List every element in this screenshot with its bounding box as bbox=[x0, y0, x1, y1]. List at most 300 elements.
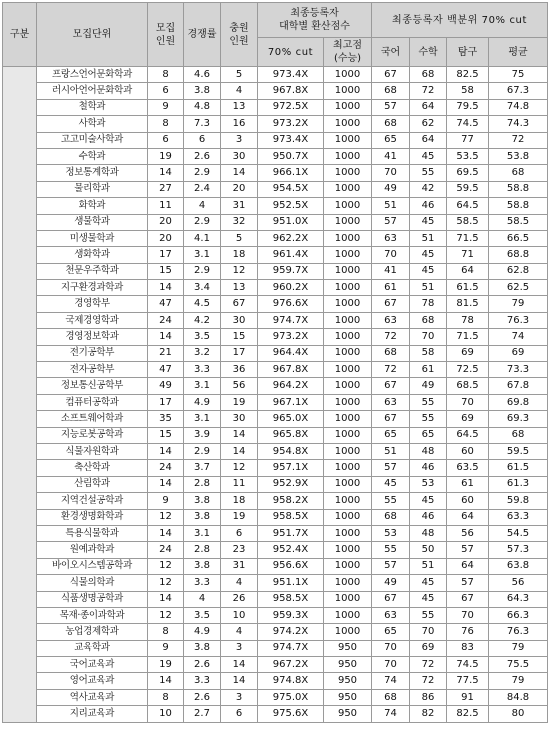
competition-cell: 2.8 bbox=[184, 476, 221, 492]
quota-cell: 21 bbox=[148, 345, 184, 361]
score-max-cell: 1000 bbox=[324, 460, 372, 476]
math-cell: 45 bbox=[410, 148, 447, 164]
filled-cell: 56 bbox=[221, 378, 258, 394]
math-cell: 49 bbox=[410, 378, 447, 394]
score-70cut-cell: 975.6X bbox=[258, 706, 324, 722]
average-cell: 58.5 bbox=[489, 214, 548, 230]
quota-cell: 14 bbox=[148, 443, 184, 459]
math-cell: 72 bbox=[410, 83, 447, 99]
average-cell: 79 bbox=[489, 296, 548, 312]
score-70cut-cell: 974.8X bbox=[258, 673, 324, 689]
score-70cut-cell: 974.7X bbox=[258, 312, 324, 328]
inquiry-cell: 82.5 bbox=[447, 706, 489, 722]
score-max-cell: 1000 bbox=[324, 214, 372, 230]
inquiry-cell: 60 bbox=[447, 443, 489, 459]
quota-cell: 14 bbox=[148, 591, 184, 607]
korean-cell: 61 bbox=[372, 280, 410, 296]
korean-cell: 51 bbox=[372, 198, 410, 214]
korean-cell: 65 bbox=[372, 624, 410, 640]
math-cell: 45 bbox=[410, 591, 447, 607]
inquiry-cell: 71 bbox=[447, 247, 489, 263]
korean-cell: 74 bbox=[372, 706, 410, 722]
inquiry-cell: 82.5 bbox=[447, 67, 489, 83]
quota-cell: 19 bbox=[148, 657, 184, 673]
unit-cell: 물리학과 bbox=[37, 181, 148, 197]
competition-cell: 3.1 bbox=[184, 525, 221, 541]
unit-cell: 환경생명화학과 bbox=[37, 509, 148, 525]
table-row bbox=[3, 673, 548, 689]
average-cell: 68.8 bbox=[489, 247, 548, 263]
quota-cell: 8 bbox=[148, 67, 184, 83]
table-row bbox=[3, 181, 548, 197]
average-cell: 64.3 bbox=[489, 591, 548, 607]
table-row bbox=[3, 148, 548, 164]
table-row bbox=[3, 427, 548, 443]
inquiry-cell: 77 bbox=[447, 132, 489, 148]
unit-cell: 목재·종이과학과 bbox=[37, 607, 148, 623]
header-percentile-group: 최종등록자 백분위 70% cut bbox=[372, 3, 548, 38]
average-cell: 54.5 bbox=[489, 525, 548, 541]
competition-cell: 4.2 bbox=[184, 312, 221, 328]
filled-cell: 30 bbox=[221, 411, 258, 427]
unit-cell: 영어교육과 bbox=[37, 673, 148, 689]
score-max-cell: 950 bbox=[324, 640, 372, 656]
table-row bbox=[3, 657, 548, 673]
math-cell: 68 bbox=[410, 312, 447, 328]
filled-cell: 17 bbox=[221, 345, 258, 361]
score-70cut-cell: 958.5X bbox=[258, 509, 324, 525]
score-max-cell: 1000 bbox=[324, 362, 372, 378]
score-70cut-cell: 956.6X bbox=[258, 558, 324, 574]
score-70cut-cell: 954.5X bbox=[258, 181, 324, 197]
math-cell: 46 bbox=[410, 198, 447, 214]
math-cell: 72 bbox=[410, 657, 447, 673]
score-70cut-cell: 965.8X bbox=[258, 427, 324, 443]
competition-cell: 4.8 bbox=[184, 99, 221, 115]
table-row bbox=[3, 706, 548, 722]
math-cell: 51 bbox=[410, 230, 447, 246]
filled-cell: 31 bbox=[221, 198, 258, 214]
filled-cell: 13 bbox=[221, 280, 258, 296]
inquiry-cell: 83 bbox=[447, 640, 489, 656]
table-row bbox=[3, 493, 548, 509]
inquiry-cell: 64 bbox=[447, 558, 489, 574]
quota-cell: 6 bbox=[148, 132, 184, 148]
score-max-cell: 950 bbox=[324, 673, 372, 689]
math-cell: 68 bbox=[410, 67, 447, 83]
quota-cell: 15 bbox=[148, 263, 184, 279]
unit-cell: 지구환경과학과 bbox=[37, 280, 148, 296]
competition-cell: 3.8 bbox=[184, 83, 221, 99]
score-max-cell: 1000 bbox=[324, 394, 372, 410]
unit-cell: 철학과 bbox=[37, 99, 148, 115]
quota-cell: 14 bbox=[148, 525, 184, 541]
math-cell: 72 bbox=[410, 673, 447, 689]
korean-cell: 67 bbox=[372, 378, 410, 394]
unit-cell: 천문우주학과 bbox=[37, 263, 148, 279]
inquiry-cell: 72.5 bbox=[447, 362, 489, 378]
filled-cell: 3 bbox=[221, 689, 258, 705]
table-row bbox=[3, 230, 548, 246]
korean-cell: 67 bbox=[372, 296, 410, 312]
unit-cell: 고고미술사학과 bbox=[37, 132, 148, 148]
average-cell: 84.8 bbox=[489, 689, 548, 705]
score-max-cell: 1000 bbox=[324, 476, 372, 492]
korean-cell: 68 bbox=[372, 83, 410, 99]
filled-cell: 32 bbox=[221, 214, 258, 230]
average-cell: 74 bbox=[489, 329, 548, 345]
inquiry-cell: 57 bbox=[447, 575, 489, 591]
filled-cell: 12 bbox=[221, 460, 258, 476]
korean-cell: 70 bbox=[372, 640, 410, 656]
math-cell: 51 bbox=[410, 558, 447, 574]
math-cell: 55 bbox=[410, 607, 447, 623]
average-cell: 67.3 bbox=[489, 83, 548, 99]
quota-cell: 15 bbox=[148, 427, 184, 443]
unit-cell: 국제경영학과 bbox=[37, 312, 148, 328]
average-cell: 68 bbox=[489, 165, 548, 181]
score-max-cell: 1000 bbox=[324, 230, 372, 246]
average-cell: 63.3 bbox=[489, 509, 548, 525]
average-cell: 80 bbox=[489, 706, 548, 722]
score-70cut-cell: 973.2X bbox=[258, 329, 324, 345]
math-cell: 70 bbox=[410, 624, 447, 640]
quota-cell: 24 bbox=[148, 460, 184, 476]
korean-cell: 63 bbox=[372, 230, 410, 246]
korean-cell: 68 bbox=[372, 116, 410, 132]
filled-cell: 26 bbox=[221, 591, 258, 607]
unit-cell: 식물자원학과 bbox=[37, 443, 148, 459]
unit-cell: 전자공학부 bbox=[37, 362, 148, 378]
competition-cell: 3.8 bbox=[184, 558, 221, 574]
table-row bbox=[3, 132, 548, 148]
unit-cell: 바이오시스템공학과 bbox=[37, 558, 148, 574]
score-70cut-cell: 976.6X bbox=[258, 296, 324, 312]
competition-cell: 4.9 bbox=[184, 394, 221, 410]
score-max-cell: 1000 bbox=[324, 411, 372, 427]
quota-cell: 24 bbox=[148, 312, 184, 328]
score-70cut-cell: 964.2X bbox=[258, 378, 324, 394]
average-cell: 59.8 bbox=[489, 493, 548, 509]
score-70cut-cell: 973.4X bbox=[258, 132, 324, 148]
competition-cell: 2.9 bbox=[184, 214, 221, 230]
score-max-cell: 1000 bbox=[324, 493, 372, 509]
competition-cell: 3.8 bbox=[184, 640, 221, 656]
score-70cut-cell: 951.7X bbox=[258, 525, 324, 541]
header-competition: 경쟁률 bbox=[184, 3, 221, 67]
table-row bbox=[3, 198, 548, 214]
math-cell: 70 bbox=[410, 329, 447, 345]
table-row bbox=[3, 263, 548, 279]
score-70cut-cell: 960.2X bbox=[258, 280, 324, 296]
score-max-cell: 1000 bbox=[324, 345, 372, 361]
score-70cut-cell: 952.5X bbox=[258, 198, 324, 214]
table-row bbox=[3, 542, 548, 558]
score-max-cell: 1000 bbox=[324, 591, 372, 607]
score-max-cell: 1000 bbox=[324, 525, 372, 541]
filled-cell: 30 bbox=[221, 148, 258, 164]
competition-cell: 2.6 bbox=[184, 657, 221, 673]
inquiry-cell: 74.5 bbox=[447, 116, 489, 132]
competition-cell: 2.8 bbox=[184, 542, 221, 558]
unit-cell: 산림학과 bbox=[37, 476, 148, 492]
competition-cell: 3.3 bbox=[184, 362, 221, 378]
average-cell: 59.5 bbox=[489, 443, 548, 459]
quota-cell: 12 bbox=[148, 607, 184, 623]
math-cell: 45 bbox=[410, 575, 447, 591]
header-average: 평균 bbox=[489, 38, 548, 67]
table-row bbox=[3, 345, 548, 361]
filled-cell: 12 bbox=[221, 263, 258, 279]
average-cell: 69 bbox=[489, 345, 548, 361]
unit-cell: 교육학과 bbox=[37, 640, 148, 656]
quota-cell: 14 bbox=[148, 280, 184, 296]
competition-cell: 3.3 bbox=[184, 575, 221, 591]
score-70cut-cell: 958.5X bbox=[258, 591, 324, 607]
filled-cell: 10 bbox=[221, 607, 258, 623]
competition-cell: 7.3 bbox=[184, 116, 221, 132]
average-cell: 67.8 bbox=[489, 378, 548, 394]
math-cell: 86 bbox=[410, 689, 447, 705]
korean-cell: 57 bbox=[372, 460, 410, 476]
filled-cell: 14 bbox=[221, 443, 258, 459]
table-row bbox=[3, 83, 548, 99]
unit-cell: 소프트웨어학과 bbox=[37, 411, 148, 427]
competition-cell: 2.9 bbox=[184, 443, 221, 459]
math-cell: 65 bbox=[410, 427, 447, 443]
korean-cell: 70 bbox=[372, 247, 410, 263]
inquiry-cell: 74.5 bbox=[447, 657, 489, 673]
score-70cut-cell: 972.5X bbox=[258, 99, 324, 115]
filled-cell: 3 bbox=[221, 132, 258, 148]
unit-cell: 화학과 bbox=[37, 198, 148, 214]
filled-cell: 36 bbox=[221, 362, 258, 378]
table-row bbox=[3, 99, 548, 115]
unit-cell: 프랑스언어문화학과 bbox=[37, 67, 148, 83]
filled-cell: 31 bbox=[221, 558, 258, 574]
competition-cell: 3.7 bbox=[184, 460, 221, 476]
korean-cell: 67 bbox=[372, 67, 410, 83]
score-70cut-cell: 967.1X bbox=[258, 394, 324, 410]
filled-cell: 16 bbox=[221, 116, 258, 132]
korean-cell: 49 bbox=[372, 181, 410, 197]
average-cell: 69.3 bbox=[489, 411, 548, 427]
korean-cell: 63 bbox=[372, 607, 410, 623]
score-70cut-cell: 954.8X bbox=[258, 443, 324, 459]
korean-cell: 67 bbox=[372, 591, 410, 607]
inquiry-cell: 77.5 bbox=[447, 673, 489, 689]
score-max-cell: 1000 bbox=[324, 312, 372, 328]
score-70cut-cell: 967.8X bbox=[258, 83, 324, 99]
average-cell: 76.3 bbox=[489, 624, 548, 640]
table-row bbox=[3, 411, 548, 427]
quota-cell: 12 bbox=[148, 558, 184, 574]
inquiry-cell: 64 bbox=[447, 263, 489, 279]
korean-cell: 57 bbox=[372, 99, 410, 115]
filled-cell: 19 bbox=[221, 394, 258, 410]
average-cell: 72 bbox=[489, 132, 548, 148]
table-row bbox=[3, 247, 548, 263]
quota-cell: 14 bbox=[148, 329, 184, 345]
filled-cell: 6 bbox=[221, 525, 258, 541]
filled-cell: 18 bbox=[221, 247, 258, 263]
math-cell: 42 bbox=[410, 181, 447, 197]
korean-cell: 55 bbox=[372, 493, 410, 509]
score-70cut-cell: 959.7X bbox=[258, 263, 324, 279]
score-70cut-cell: 973.4X bbox=[258, 67, 324, 83]
quota-cell: 11 bbox=[148, 198, 184, 214]
unit-cell: 특용식물학과 bbox=[37, 525, 148, 541]
table-header bbox=[3, 3, 548, 67]
header-korean: 국어 bbox=[372, 38, 410, 67]
header-inquiry: 탐구 bbox=[447, 38, 489, 67]
table-row bbox=[3, 575, 548, 591]
filled-cell: 5 bbox=[221, 230, 258, 246]
score-70cut-cell: 961.4X bbox=[258, 247, 324, 263]
competition-cell: 2.9 bbox=[184, 263, 221, 279]
quota-cell: 12 bbox=[148, 575, 184, 591]
average-cell: 74.3 bbox=[489, 116, 548, 132]
korean-cell: 68 bbox=[372, 345, 410, 361]
unit-cell: 생화학과 bbox=[37, 247, 148, 263]
table-row bbox=[3, 607, 548, 623]
math-cell: 55 bbox=[410, 411, 447, 427]
korean-cell: 63 bbox=[372, 312, 410, 328]
inquiry-cell: 71.5 bbox=[447, 329, 489, 345]
score-max-cell: 1000 bbox=[324, 558, 372, 574]
score-70cut-cell: 957.1X bbox=[258, 460, 324, 476]
inquiry-cell: 71.5 bbox=[447, 230, 489, 246]
quota-cell: 17 bbox=[148, 394, 184, 410]
math-cell: 51 bbox=[410, 280, 447, 296]
score-max-cell: 1000 bbox=[324, 181, 372, 197]
korean-cell: 41 bbox=[372, 148, 410, 164]
math-cell: 62 bbox=[410, 116, 447, 132]
score-max-cell: 950 bbox=[324, 689, 372, 705]
table-row bbox=[3, 312, 548, 328]
score-70cut-cell: 951.0X bbox=[258, 214, 324, 230]
average-cell: 79 bbox=[489, 640, 548, 656]
table-body bbox=[3, 67, 548, 723]
header-score-70cut: 70% cut bbox=[258, 38, 324, 67]
average-cell: 75.5 bbox=[489, 657, 548, 673]
score-max-cell: 1000 bbox=[324, 624, 372, 640]
table-row bbox=[3, 525, 548, 541]
unit-cell: 지리교육과 bbox=[37, 706, 148, 722]
quota-cell: 27 bbox=[148, 181, 184, 197]
math-cell: 50 bbox=[410, 542, 447, 558]
score-70cut-cell: 950.7X bbox=[258, 148, 324, 164]
quota-cell: 14 bbox=[148, 673, 184, 689]
quota-cell: 8 bbox=[148, 116, 184, 132]
competition-cell: 2.6 bbox=[184, 148, 221, 164]
competition-cell: 2.4 bbox=[184, 181, 221, 197]
score-max-cell: 1000 bbox=[324, 263, 372, 279]
header-filled: 충원 인원 bbox=[221, 3, 258, 67]
inquiry-cell: 58 bbox=[447, 83, 489, 99]
inquiry-cell: 69.5 bbox=[447, 165, 489, 181]
average-cell: 63.8 bbox=[489, 558, 548, 574]
score-max-cell: 1000 bbox=[324, 329, 372, 345]
table-row bbox=[3, 165, 548, 181]
filled-cell: 18 bbox=[221, 493, 258, 509]
korean-cell: 74 bbox=[372, 673, 410, 689]
quota-cell: 12 bbox=[148, 509, 184, 525]
competition-cell: 6 bbox=[184, 132, 221, 148]
inquiry-cell: 61.5 bbox=[447, 280, 489, 296]
filled-cell: 4 bbox=[221, 83, 258, 99]
table-row bbox=[3, 689, 548, 705]
admissions-table bbox=[2, 2, 548, 723]
table-row bbox=[3, 280, 548, 296]
competition-cell: 3.5 bbox=[184, 607, 221, 623]
score-70cut-cell: 974.2X bbox=[258, 624, 324, 640]
inquiry-cell: 64.5 bbox=[447, 427, 489, 443]
header-score-max: 최고점 (수능) bbox=[324, 38, 372, 67]
average-cell: 57.3 bbox=[489, 542, 548, 558]
score-70cut-cell: 974.7X bbox=[258, 640, 324, 656]
competition-cell: 3.3 bbox=[184, 673, 221, 689]
korean-cell: 70 bbox=[372, 657, 410, 673]
inquiry-cell: 79.5 bbox=[447, 99, 489, 115]
average-cell: 79 bbox=[489, 673, 548, 689]
filled-cell: 14 bbox=[221, 673, 258, 689]
score-70cut-cell: 952.9X bbox=[258, 476, 324, 492]
score-max-cell: 1000 bbox=[324, 427, 372, 443]
unit-cell: 지역건설공학과 bbox=[37, 493, 148, 509]
competition-cell: 4.5 bbox=[184, 296, 221, 312]
inquiry-cell: 69 bbox=[447, 411, 489, 427]
unit-cell: 식품생명공학과 bbox=[37, 591, 148, 607]
quota-cell: 10 bbox=[148, 706, 184, 722]
quota-cell: 49 bbox=[148, 378, 184, 394]
average-cell: 61.5 bbox=[489, 460, 548, 476]
inquiry-cell: 69 bbox=[447, 345, 489, 361]
score-max-cell: 950 bbox=[324, 657, 372, 673]
math-cell: 55 bbox=[410, 165, 447, 181]
score-max-cell: 1000 bbox=[324, 607, 372, 623]
inquiry-cell: 64.5 bbox=[447, 198, 489, 214]
quota-cell: 47 bbox=[148, 296, 184, 312]
math-cell: 55 bbox=[410, 394, 447, 410]
quota-cell: 19 bbox=[148, 148, 184, 164]
math-cell: 69 bbox=[410, 640, 447, 656]
math-cell: 48 bbox=[410, 525, 447, 541]
table-row bbox=[3, 558, 548, 574]
score-max-cell: 1000 bbox=[324, 165, 372, 181]
score-70cut-cell: 952.4X bbox=[258, 542, 324, 558]
average-cell: 61.3 bbox=[489, 476, 548, 492]
filled-cell: 3 bbox=[221, 640, 258, 656]
korean-cell: 72 bbox=[372, 329, 410, 345]
filled-cell: 6 bbox=[221, 706, 258, 722]
competition-cell: 3.4 bbox=[184, 280, 221, 296]
score-70cut-cell: 958.2X bbox=[258, 493, 324, 509]
average-cell: 62.5 bbox=[489, 280, 548, 296]
competition-cell: 3.2 bbox=[184, 345, 221, 361]
inquiry-cell: 81.5 bbox=[447, 296, 489, 312]
score-max-cell: 1000 bbox=[324, 542, 372, 558]
score-70cut-cell: 965.0X bbox=[258, 411, 324, 427]
score-70cut-cell: 964.4X bbox=[258, 345, 324, 361]
unit-cell: 원예과학과 bbox=[37, 542, 148, 558]
score-70cut-cell: 951.1X bbox=[258, 575, 324, 591]
korean-cell: 57 bbox=[372, 558, 410, 574]
table-row bbox=[3, 214, 548, 230]
korean-cell: 41 bbox=[372, 263, 410, 279]
table-row bbox=[3, 67, 548, 83]
korean-cell: 51 bbox=[372, 443, 410, 459]
